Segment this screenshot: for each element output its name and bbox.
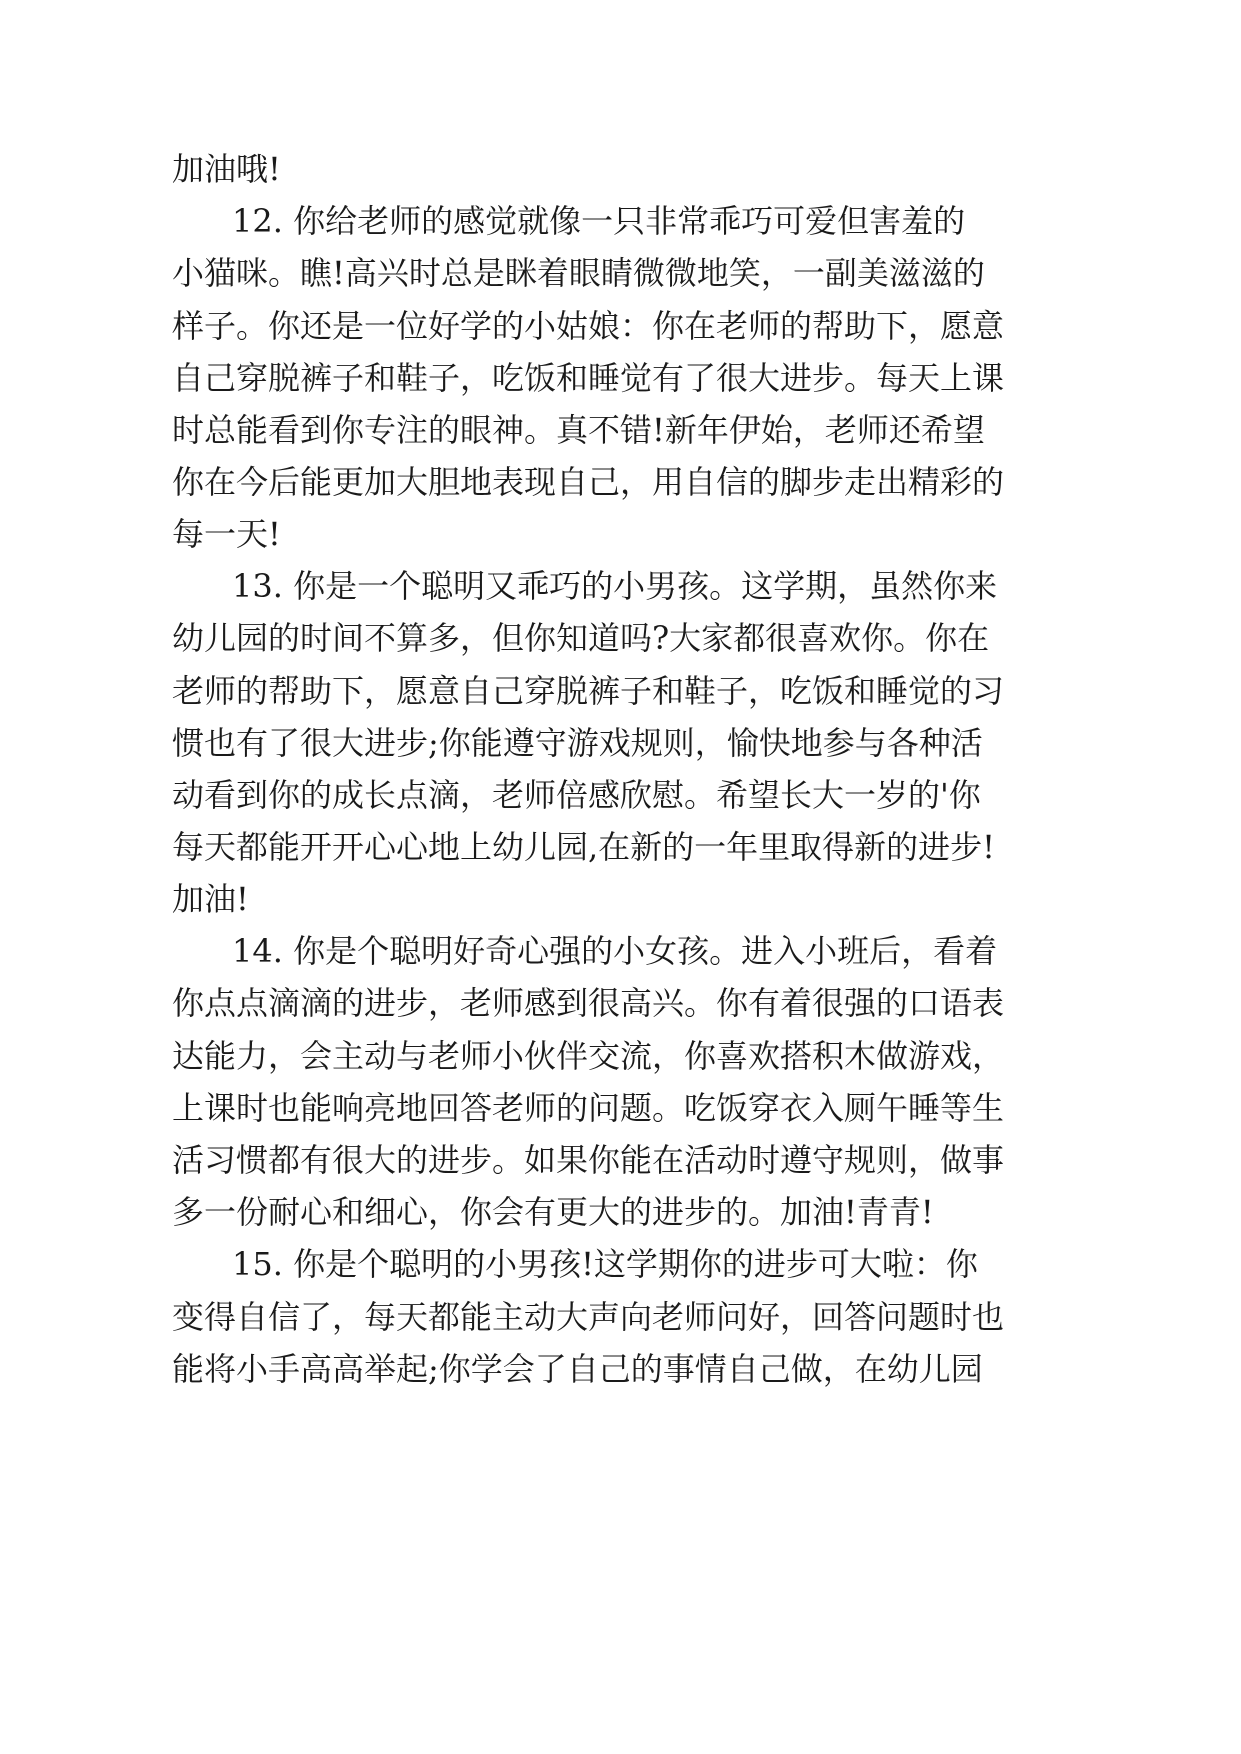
text-line-content: 时总能看到你专注的眼神。真不错!新年伊始，老师还希望 bbox=[172, 411, 985, 449]
text-line-content: 老师的帮助下，愿意自己穿脱裤子和鞋子，吃饭和睡觉的习 bbox=[172, 672, 1005, 710]
text-line-content: 15. 你是个聪明的小男孩!这学期你的进步可大啦：你 bbox=[232, 1245, 978, 1283]
text-line-content: 动看到你的成长点滴，老师倍感欣慰。希望长大一岁的'你 bbox=[172, 776, 981, 814]
paragraph-13-start bbox=[0, 556, 1241, 616]
text-line bbox=[0, 139, 1241, 199]
text-line-content: 活习惯都有很大的进步。如果你能在活动时遵守规则，做事 bbox=[172, 1141, 1005, 1179]
text-line-content: 样子。你还是一位好学的小姑娘：你在老师的帮助下，愿意 bbox=[172, 307, 1005, 345]
text-line-content: 每一天! bbox=[172, 515, 281, 553]
text-line bbox=[0, 817, 1241, 877]
text-line-content: 小猫咪。瞧!高兴时总是眯着眼睛微微地笑，一副美滋滋的 bbox=[172, 254, 985, 292]
text-line bbox=[0, 765, 1241, 825]
text-line bbox=[0, 973, 1241, 1033]
text-line-content: 多一份耐心和细心，你会有更大的进步的。加油!青青! bbox=[172, 1193, 934, 1231]
text-line-content: 幼儿园的时间不算多，但你知道吗?大家都很喜欢你。你在 bbox=[172, 619, 990, 657]
text-line bbox=[0, 1287, 1241, 1347]
text-line-content: 达能力，会主动与老师小伙伴交流，你喜欢搭积木做游戏， bbox=[172, 1037, 1005, 1075]
text-line bbox=[0, 400, 1241, 460]
paragraph-15-start bbox=[0, 1234, 1241, 1294]
text-line bbox=[0, 713, 1241, 773]
text-line-content: 12. 你给老师的感觉就像一只非常乖巧可爱但害羞的 bbox=[232, 202, 966, 240]
text-line-content: 13. 你是一个聪明又乖巧的小男孩。这学期，虽然你来 bbox=[232, 567, 998, 605]
text-line bbox=[0, 348, 1241, 408]
text-line-content: 加油哦! bbox=[172, 150, 281, 188]
text-line bbox=[0, 1026, 1241, 1086]
text-line bbox=[0, 1182, 1241, 1242]
text-line bbox=[0, 1078, 1241, 1138]
text-line-content: 每天都能开开心心地上幼儿园,在新的一年里取得新的进步! bbox=[172, 828, 996, 866]
text-line-content: 能将小手高高举起;你学会了自己的事情自己做，在幼儿园 bbox=[172, 1350, 983, 1388]
text-line bbox=[0, 504, 1241, 564]
text-line bbox=[0, 608, 1241, 668]
text-line bbox=[0, 869, 1241, 929]
text-line bbox=[0, 661, 1241, 721]
text-line bbox=[0, 1130, 1241, 1190]
paragraph-12-start bbox=[0, 191, 1241, 251]
text-line bbox=[0, 296, 1241, 356]
paragraph-14-start bbox=[0, 921, 1241, 981]
text-line-content: 自己穿脱裤子和鞋子，吃饭和睡觉有了很大进步。每天上课 bbox=[172, 359, 1005, 397]
text-line bbox=[0, 1339, 1241, 1399]
text-line-content: 14. 你是个聪明好奇心强的小女孩。进入小班后，看着 bbox=[232, 932, 998, 970]
text-line-content: 变得自信了，每天都能主动大声向老师问好，回答问题时也 bbox=[172, 1298, 1005, 1336]
text-line-content: 你在今后能更加大胆地表现自己，用自信的脚步走出精彩的 bbox=[172, 463, 1005, 501]
text-line bbox=[0, 452, 1241, 512]
text-line-content: 加油! bbox=[172, 880, 249, 918]
text-line bbox=[0, 243, 1241, 303]
text-line-content: 你点点滴滴的进步，老师感到很高兴。你有着很强的口语表 bbox=[172, 984, 1005, 1022]
text-line-content: 上课时也能响亮地回答老师的问题。吃饭穿衣入厕午睡等生 bbox=[172, 1089, 1005, 1127]
text-line-content: 惯也有了很大进步;你能遵守游戏规则，愉快地参与各种活 bbox=[172, 724, 983, 762]
